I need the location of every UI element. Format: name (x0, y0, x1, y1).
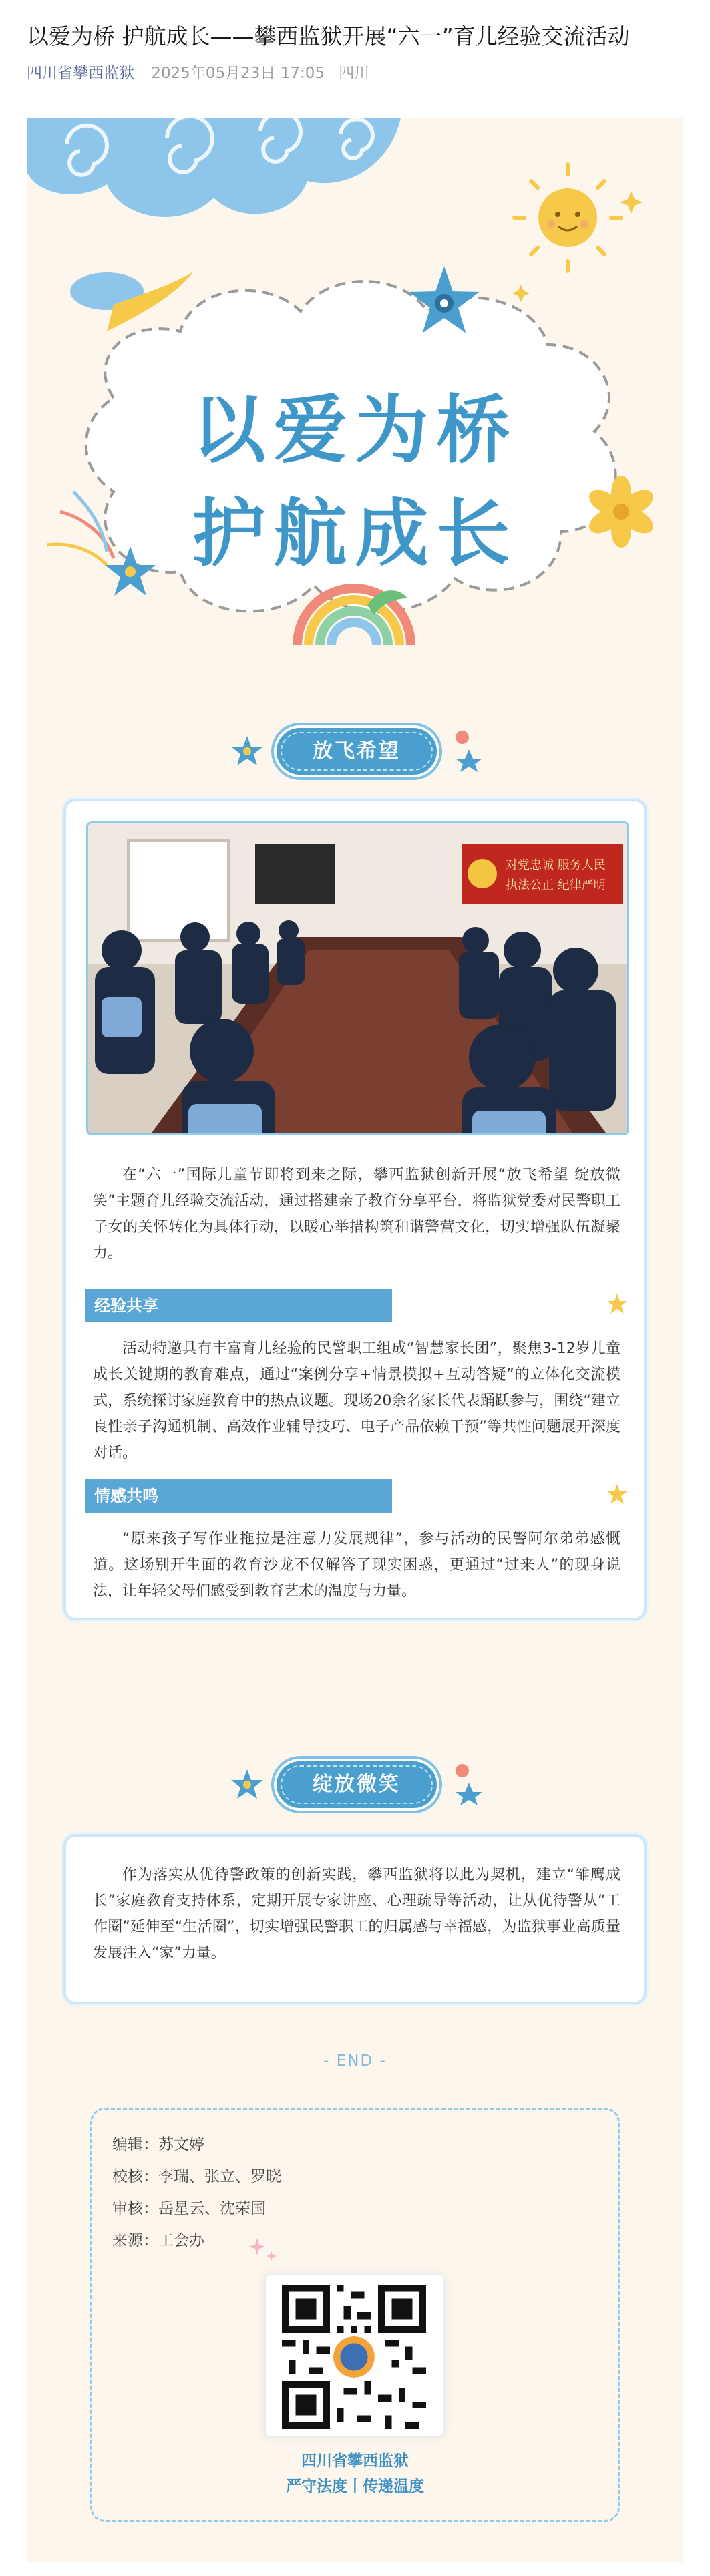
section2-card (63, 1834, 647, 2004)
section-title-bloom-smile: 绽放微笑 (274, 1759, 439, 1811)
rainbow-icon (297, 588, 411, 645)
intro-paragraph: 在“六一”国际儿童节即将到来之际，攀西监狱创新开展“放飞希望 绽放微笑”主题育儿经验交流活动，通过搭建亲子教育分享平台，将监狱党委对民警职工子女的关怀转化为具体行动，以暖心举措构筑和谐警营文化，切实增强队伍凝聚力。 (93, 1167, 620, 1262)
section-title-fly-hope: 放飞希望 (274, 725, 439, 777)
meeting-photo (86, 821, 629, 1135)
account-name-link[interactable]: 四川省攀西监狱 (27, 65, 134, 82)
publish-location: 四川 (339, 65, 370, 82)
subsection-title-resonance: 情感共鸣 (85, 1479, 392, 1513)
editor-line: 编辑：苏文婷 (112, 2136, 204, 2153)
flower-icon (448, 725, 488, 772)
closing-paragraph: 作为落实从优待警政策的创新实践，攀西监狱将以此为契机，建立“雏鹰成长”家庭教育支持体系，定期开展专家讲座、心理疏导等活动，让从优待警从“工作圈”延伸至“生活圈”，切实增强民警职工的归属感与幸福感，为监狱事业高质量发展注入“家”力量。 (93, 1867, 620, 1962)
brand-slogan: 严守法度丨传递温度 (286, 2478, 424, 2495)
star-icon (606, 1483, 629, 1505)
article-content (27, 118, 683, 2562)
end-marker: - END - (323, 2052, 387, 2070)
brand-name: 四川省攀西监狱 (301, 2452, 409, 2470)
flower-icon (448, 1759, 488, 1805)
credits-box (90, 2108, 620, 2522)
sun-icon (514, 164, 621, 271)
qr-code-icon (282, 2285, 426, 2429)
reviewer-line: 审核：岳星云、沈荣国 (112, 2200, 266, 2217)
star-flower-icon (227, 732, 267, 772)
wall-banner-left: 对党忠诚 服务人民 (506, 858, 606, 872)
star-icon (606, 1292, 629, 1315)
subsection-title-experience: 经验共享 (85, 1289, 392, 1322)
section1-card (63, 799, 647, 1620)
header-banner (27, 118, 683, 705)
qr-code[interactable] (266, 2275, 443, 2436)
article-meta (27, 61, 369, 85)
proofreader-line: 校核：李瑞、张立、罗晓 (112, 2168, 281, 2185)
article-title: 以爱为桥 护航成长——攀西监狱开展“六一”育儿经验交流活动 (27, 23, 630, 49)
publish-date: 2025年05月23日 17:05 (151, 65, 325, 82)
banner-title-line1: 以爱为桥 (192, 387, 518, 473)
resonance-paragraph: “原来孩子写作业拖拉是注意力发展规律”，参与活动的民警阿尔弟弟感慨道。这场别开生面的教育沙龙不仅解答了现实困惑，更通过“过来人”的现身说法，让年轻父母们感受到教育艺术的温度与力量。 (93, 1531, 620, 1600)
source-line: 来源：工会办 (112, 2232, 204, 2249)
wall-banner-right: 执法公正 纪律严明 (506, 878, 606, 892)
banner-title-line2: 护航成长 (192, 491, 518, 576)
experience-paragraph: 活动特邀具有丰富育儿经验的民警职工组成“智慧家长团”，聚焦3-12岁儿童成长关键期的教育难点，通过“案例分享+情景模拟+互动答疑”的立体化交流模式，系统探讨家庭教育中的热点议题。现场20余名家长代表踊跃参与，围绕“建立良性亲子沟通机制、高效作业辅导技巧、电子产品依赖干预”等共性问题展开深度对话。 (93, 1340, 620, 1461)
star-flower-icon (227, 1765, 267, 1805)
